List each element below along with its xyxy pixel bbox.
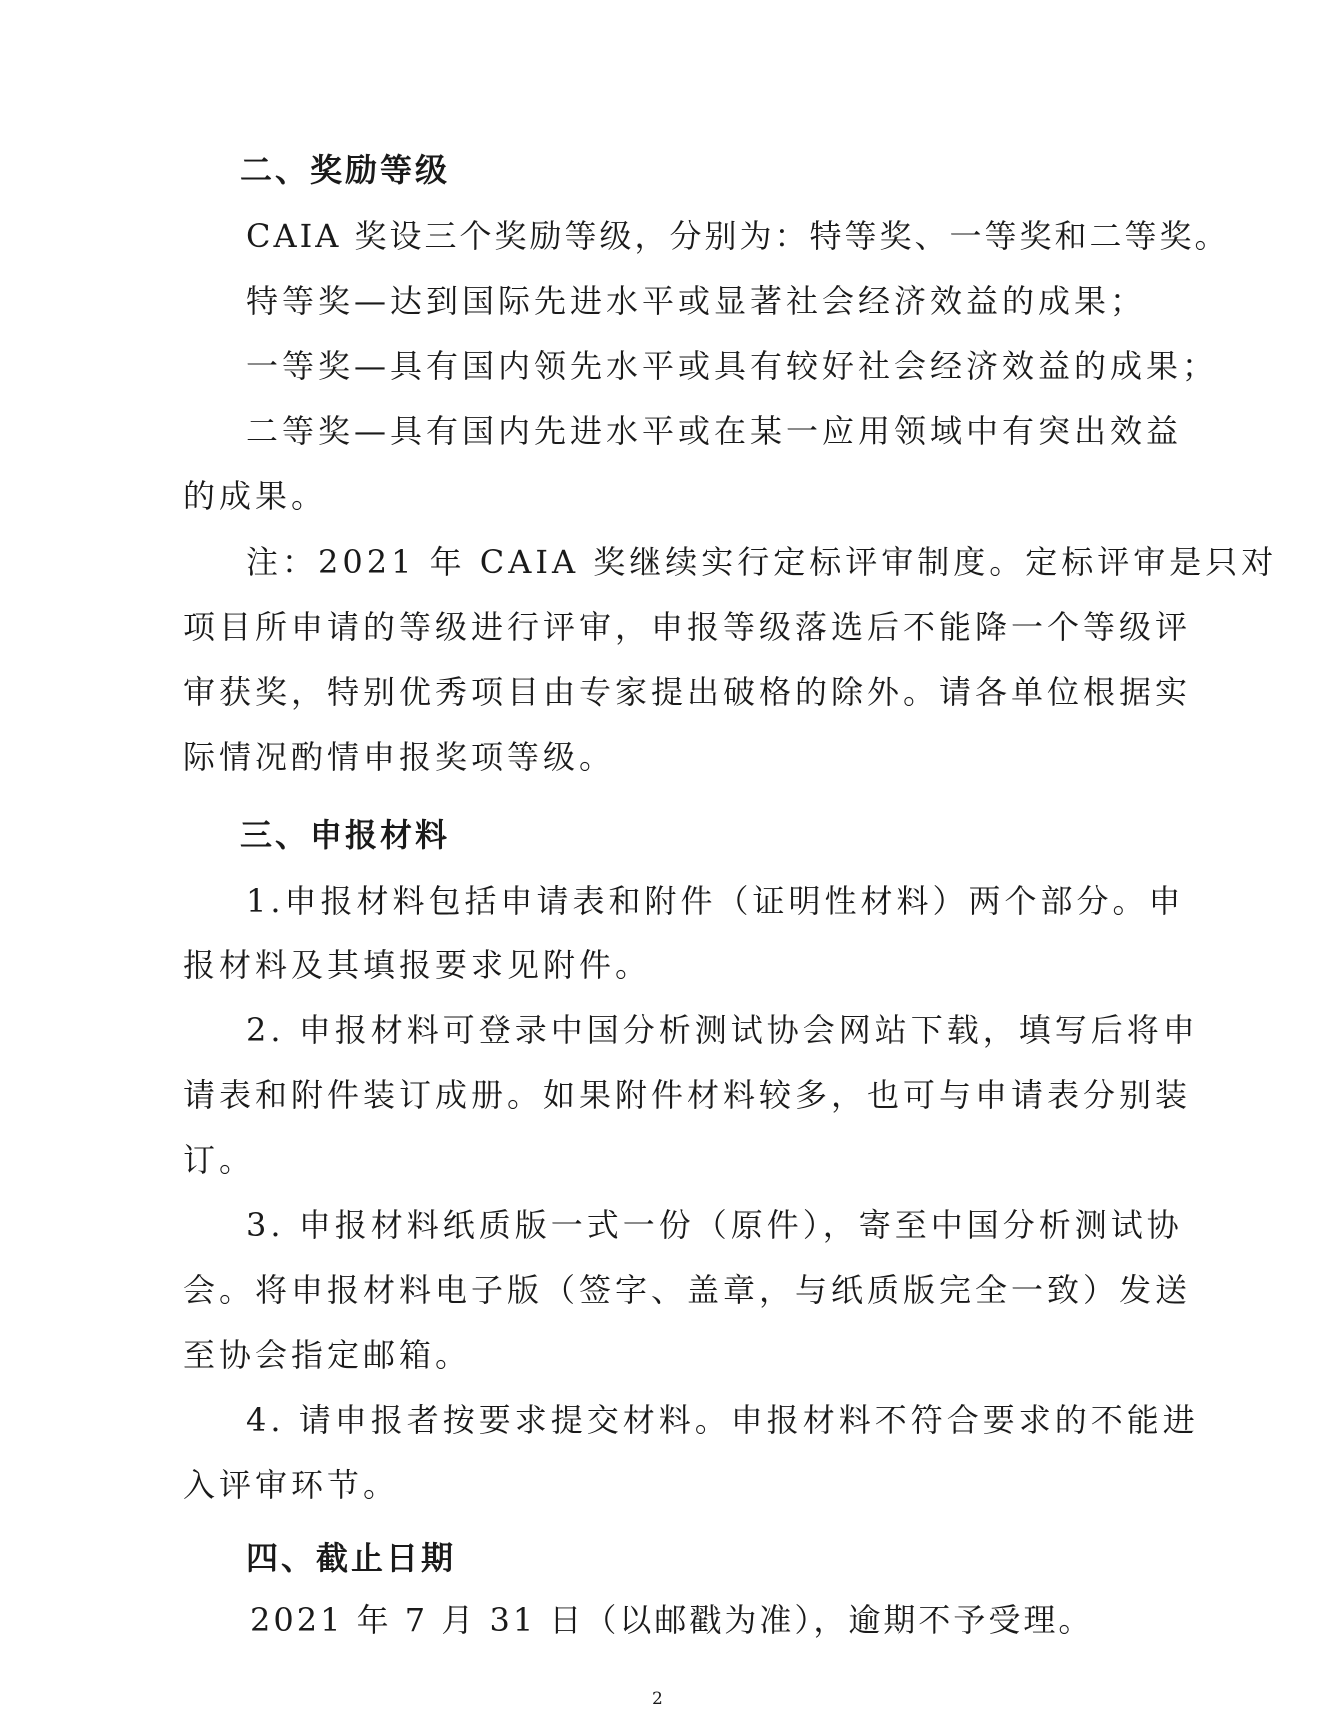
section4-deadline: 2021 年 7 月 31 日（以邮戳为准），逾期不予受理。 xyxy=(250,1601,1094,1639)
section2-second-award-line2: 的成果。 xyxy=(183,477,328,515)
section2-note-line3: 审获奖，特别优秀项目由专家提出破格的除外。请各单位根据实 xyxy=(183,673,1192,711)
section3-heading: 三、申报材料 xyxy=(240,816,451,854)
section3-item2-line3: 订。 xyxy=(183,1141,256,1179)
section2-note-line2: 项目所申请的等级进行评审，申报等级落选后不能降一个等级评 xyxy=(183,608,1192,646)
section3-item3-line2: 会。将申报材料电子版（签字、盖章，与纸质版完全一致）发送 xyxy=(183,1271,1192,1309)
page-number: 2 xyxy=(652,1689,663,1709)
section4-heading: 四、截止日期 xyxy=(246,1539,457,1577)
section3-item3-line3: 至协会指定邮箱。 xyxy=(183,1336,472,1374)
section3-item2-line2: 请表和附件装订成册。如果附件材料较多，也可与申请表分别装 xyxy=(183,1076,1192,1114)
section2-second-award-line1: 二等奖—具有国内先进水平或在某一应用领域中有突出效益 xyxy=(246,412,1183,450)
section3-item1-line2: 报材料及其填报要求见附件。 xyxy=(183,946,652,984)
section2-heading: 二、奖励等级 xyxy=(240,151,451,189)
section3-item2-line1: 2. 申报材料可登录中国分析测试协会网站下载，填写后将申 xyxy=(246,1011,1199,1049)
section3-item1-line1: 1.申报材料包括申请表和附件（证明性材料）两个部分。申 xyxy=(246,882,1185,920)
section3-item4-line2: 入评审环节。 xyxy=(183,1466,400,1504)
section2-first-award: 一等奖—具有国内领先水平或具有较好社会经济效益的成果； xyxy=(246,347,1219,385)
section2-note-line4: 际情况酌情申报奖项等级。 xyxy=(183,738,616,776)
section3-item3-line1: 3. 申报材料纸质版一式一份（原件），寄至中国分析测试协 xyxy=(246,1206,1183,1244)
section2-intro: CAIA 奖设三个奖励等级，分别为：特等奖、一等奖和二等奖。 xyxy=(246,217,1230,255)
section2-special-award: 特等奖—达到国际先进水平或显著社会经济效益的成果； xyxy=(246,282,1147,320)
section3-item4-line1: 4. 请申报者按要求提交材料。申报材料不符合要求的不能进 xyxy=(246,1401,1199,1439)
section2-note-line1: 注：2021 年 CAIA 奖继续实行定标评审制度。定标评审是只对 xyxy=(246,543,1278,581)
